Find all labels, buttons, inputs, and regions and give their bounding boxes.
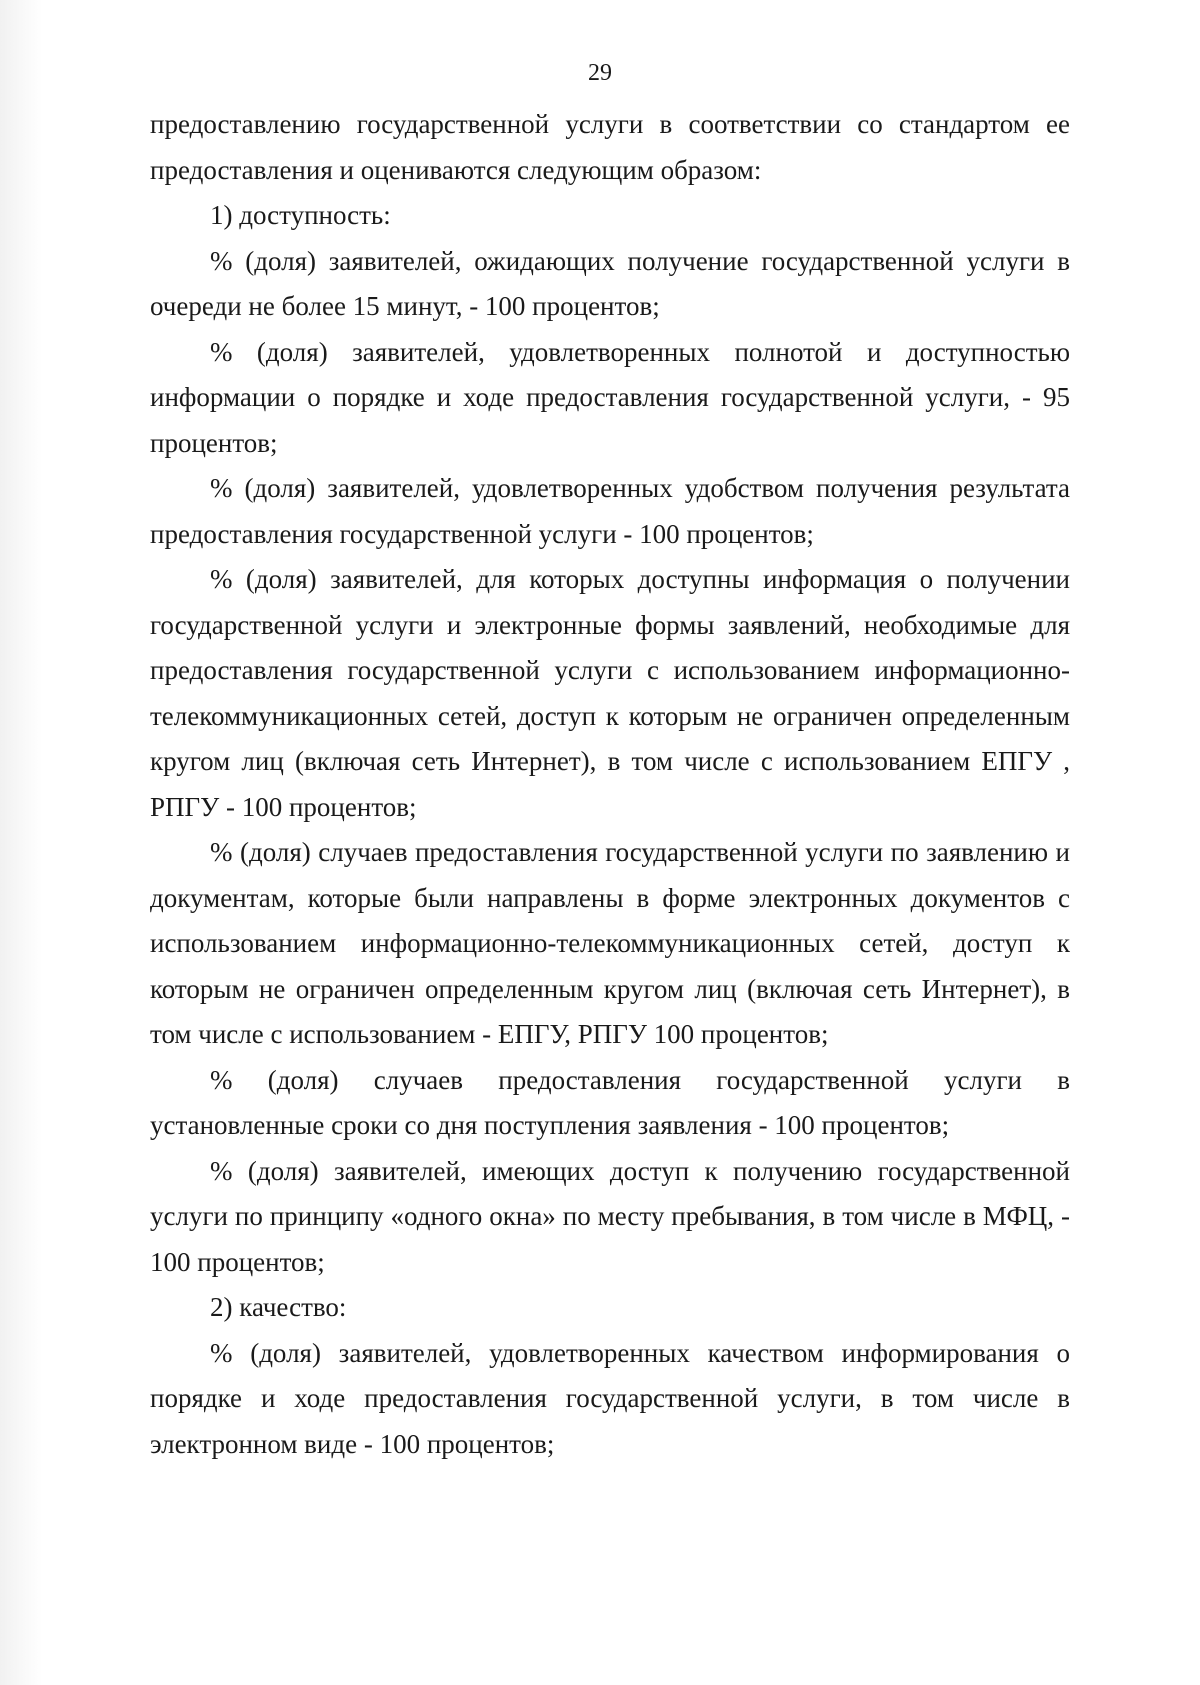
- paragraph-queue-wait: % (доля) заявителей, ожидающих получение государственной услуги в очереди не более 15 минут, - 100 процентов;: [150, 245, 1070, 321]
- paragraph-one-window: % (доля) заявителей, имеющих доступ к получению государственной услуги по принципу «одного окна» по месту пребывания, в том числе в МФЦ, - 100 процентов;: [150, 1155, 1070, 1277]
- document-body: [150, 102, 1070, 1467]
- paragraph-electronic-applications: % (доля) случаев предоставления государственной услуги по заявлению и документам, которые были направлены в форме электронных документов с использованием информационно-телекоммуникационных сетей, доступ к которым не ограничен определенным кругом лиц (включая сеть Интернет), в том числе с использованием - ЕПГУ, РПГУ 100 процентов;: [150, 837, 1070, 1049]
- scan-edge-shadow: [0, 0, 42, 1685]
- paragraph-quality-heading: 2) качество:: [210, 1292, 347, 1322]
- paragraph-accessibility-heading: 1) доступность:: [210, 200, 391, 230]
- page-number: 29: [588, 60, 612, 86]
- paragraph-continuation: предоставлению государственной услуги в соответствии со стандартом ее предоставления и оцениваются следующим образом:: [150, 109, 1070, 185]
- paragraph-electronic-forms-access: % (доля) заявителей, для которых доступны информация о получении государственной услуги и электронные формы заявлений, необходимые для предоставления государственной услуги с использованием информационно-телекоммуникационных сетей, доступ к которым не ограничен определенным кругом лиц (включая сеть Интернет), в том числе с использованием ЕПГУ , РПГУ - 100 процентов;: [150, 564, 1070, 822]
- paragraph-result-convenience: % (доля) заявителей, удовлетворенных удобством получения результата предоставления государственной услуги - 100 процентов;: [150, 473, 1070, 549]
- paragraph-information-quality: % (доля) заявителей, удовлетворенных качеством информирования о порядке и ходе предоставления государственной услуги, в том числе в электронном виде - 100 процентов;: [150, 1337, 1070, 1459]
- paragraph-deadlines: % (доля) случаев предоставления государственной услуги в установленные сроки со дня поступления заявления - 100 процентов;: [150, 1064, 1070, 1140]
- paragraph-information-completeness: % (доля) заявителей, удовлетворенных полнотой и доступностью информации о порядке и ходе предоставления государственной услуги, - 95 процентов;: [150, 336, 1070, 458]
